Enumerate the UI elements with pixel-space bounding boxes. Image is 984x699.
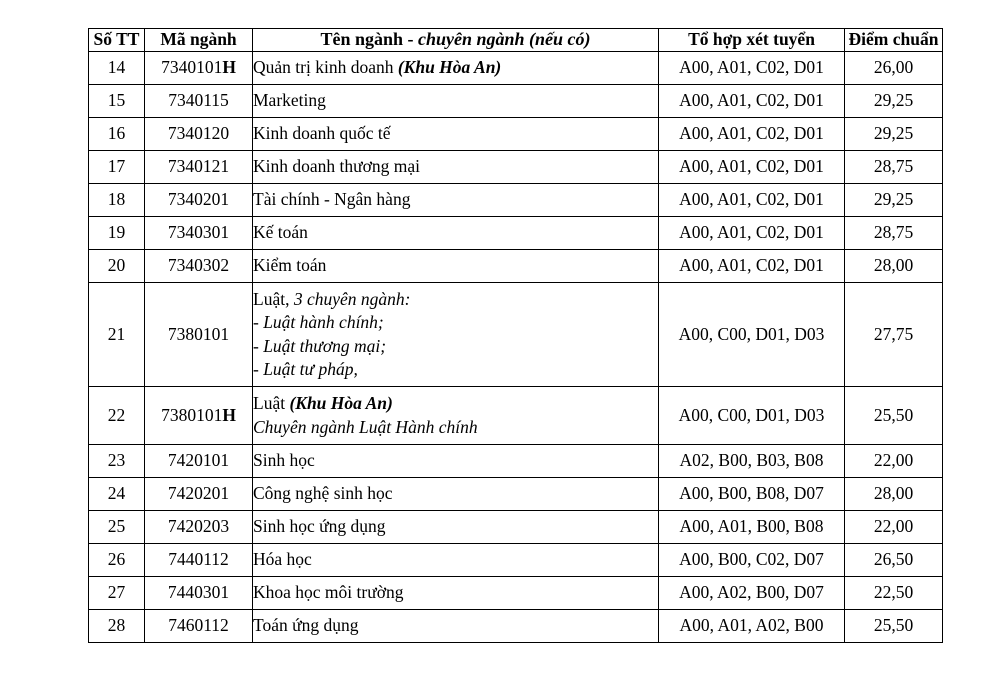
cell-major-code <box>145 117 253 150</box>
major-code-suffix: H <box>222 405 236 425</box>
major-name-part: Sinh học ứng dụng <box>253 516 386 537</box>
table-row <box>89 511 943 544</box>
cell-major-code <box>145 387 253 445</box>
major-name-part: Marketing <box>253 90 326 111</box>
cell-subject-combination: A00, A01, C02, D01 <box>659 84 845 117</box>
major-code-number: 7420101 <box>167 450 230 471</box>
cell-subject-combination: A00, A01, C02, D01 <box>659 51 845 84</box>
column-header-name-italic: chuyên ngành (nếu có) <box>418 29 591 49</box>
cell-major-name <box>253 249 659 282</box>
major-name-part: Kinh doanh quốc tế <box>253 123 391 144</box>
column-header-name-plain: Tên ngành - <box>320 29 418 49</box>
table-row <box>89 183 943 216</box>
major-name-part: Toán ứng dụng <box>253 615 359 636</box>
cell-major-code <box>145 84 253 117</box>
major-name-part: - Luật thương mại; <box>253 335 387 356</box>
cell-major-name <box>253 511 659 544</box>
major-code-number: 7340201 <box>167 189 230 210</box>
cell-stt: 28 <box>89 610 145 643</box>
major-code-number: 7340120 <box>167 123 230 144</box>
cell-stt: 20 <box>89 249 145 282</box>
cell-major-name <box>253 183 659 216</box>
cell-stt: 24 <box>89 478 145 511</box>
cell-major-code <box>145 610 253 643</box>
table-row <box>89 282 943 386</box>
cell-major-code <box>145 150 253 183</box>
major-name-part: Sinh học <box>253 450 315 471</box>
table-row <box>89 445 943 478</box>
cell-subject-combination: A00, A01, A02, B00 <box>659 610 845 643</box>
table-body <box>89 51 943 642</box>
table-row <box>89 84 943 117</box>
cell-major-code <box>145 577 253 610</box>
table-row <box>89 387 943 445</box>
cell-major-name <box>253 84 659 117</box>
major-name-part: (Khu Hòa An) <box>397 57 502 78</box>
cell-subject-combination: A00, B00, B08, D07 <box>659 478 845 511</box>
cell-major-name <box>253 282 659 386</box>
cell-major-name <box>253 117 659 150</box>
major-name-part: (Khu Hòa An) <box>289 393 393 414</box>
column-header-name <box>253 29 659 52</box>
cell-stt: 16 <box>89 117 145 150</box>
cell-major-name <box>253 577 659 610</box>
table-row <box>89 478 943 511</box>
major-name-line <box>253 358 658 381</box>
major-name-part: Hóa học <box>253 549 312 570</box>
cell-subject-combination: A00, C00, D01, D03 <box>659 387 845 445</box>
cell-major-code <box>145 216 253 249</box>
cell-major-name <box>253 478 659 511</box>
major-code-number: 7440112 <box>168 549 229 570</box>
cell-major-name <box>253 544 659 577</box>
cell-benchmark-score: 29,25 <box>845 117 943 150</box>
cell-major-code <box>145 249 253 282</box>
major-name-lines <box>253 288 658 381</box>
cell-stt: 15 <box>89 84 145 117</box>
cell-subject-combination: A02, B00, B03, B08 <box>659 445 845 478</box>
major-name-part: Luật, <box>253 288 294 309</box>
major-name-part: Luật <box>253 393 290 414</box>
column-header-combination: Tổ hợp xét tuyển <box>659 29 845 52</box>
table-row <box>89 51 943 84</box>
cell-major-name <box>253 610 659 643</box>
cell-benchmark-score: 29,25 <box>845 183 943 216</box>
cell-benchmark-score: 25,50 <box>845 387 943 445</box>
table-row <box>89 249 943 282</box>
admission-scores-table <box>88 28 943 643</box>
cell-stt: 27 <box>89 577 145 610</box>
cell-subject-combination: A00, A01, C02, D01 <box>659 249 845 282</box>
cell-major-name <box>253 387 659 445</box>
major-name-part: - Luật hành chính; <box>253 312 384 333</box>
cell-benchmark-score: 28,75 <box>845 216 943 249</box>
major-code-suffix: H <box>222 57 236 78</box>
cell-subject-combination: A00, A01, C02, D01 <box>659 183 845 216</box>
major-code-number: 7340121 <box>167 156 230 177</box>
major-code-number: 7340115 <box>168 90 229 111</box>
table-row <box>89 577 943 610</box>
table-row <box>89 544 943 577</box>
cell-benchmark-score: 26,50 <box>845 544 943 577</box>
major-name-line <box>253 288 658 311</box>
cell-benchmark-score: 27,75 <box>845 282 943 386</box>
cell-stt: 25 <box>89 511 145 544</box>
cell-benchmark-score: 28,75 <box>845 150 943 183</box>
cell-benchmark-score: 28,00 <box>845 478 943 511</box>
cell-stt: 23 <box>89 445 145 478</box>
major-code-number: 7420203 <box>167 516 230 537</box>
cell-major-code <box>145 445 253 478</box>
cell-major-code <box>145 544 253 577</box>
table-header-row <box>89 29 943 52</box>
major-name-line <box>253 335 658 358</box>
cell-major-name <box>253 216 659 249</box>
major-name-part: Chuyên ngành Luật Hành chính <box>253 416 478 437</box>
major-name-lines <box>253 392 658 439</box>
cell-subject-combination: A00, B00, C02, D07 <box>659 544 845 577</box>
cell-stt: 26 <box>89 544 145 577</box>
table-row <box>89 610 943 643</box>
cell-stt: 22 <box>89 387 145 445</box>
major-name-line <box>253 311 658 334</box>
column-header-score: Điểm chuẩn <box>845 29 943 52</box>
cell-stt: 14 <box>89 51 145 84</box>
table-row <box>89 117 943 150</box>
cell-benchmark-score: 22,00 <box>845 445 943 478</box>
major-name-part: Khoa học môi trường <box>253 582 404 603</box>
table-row <box>89 150 943 183</box>
cell-benchmark-score: 26,00 <box>845 51 943 84</box>
cell-subject-combination: A00, A01, C02, D01 <box>659 216 845 249</box>
column-header-code: Mã ngành <box>145 29 253 52</box>
cell-benchmark-score: 22,00 <box>845 511 943 544</box>
major-code-number: 7340301 <box>167 222 230 243</box>
major-name-line <box>253 416 658 439</box>
major-name-part: Công nghệ sinh học <box>253 483 393 504</box>
major-name-part: Kiểm toán <box>253 255 327 276</box>
cell-subject-combination: A00, A01, C02, D01 <box>659 150 845 183</box>
major-name-part: Kinh doanh thương mại <box>253 156 420 177</box>
column-header-stt: Số TT <box>89 29 145 52</box>
cell-benchmark-score: 28,00 <box>845 249 943 282</box>
major-name-part: Quản trị kinh doanh <box>253 57 398 78</box>
cell-major-name <box>253 150 659 183</box>
major-name-part: Kế toán <box>253 222 308 243</box>
cell-major-name <box>253 51 659 84</box>
major-code-number: 7440301 <box>167 582 230 603</box>
cell-major-code <box>145 183 253 216</box>
cell-stt: 21 <box>89 282 145 386</box>
cell-stt: 19 <box>89 216 145 249</box>
major-code-number: 7380101 <box>161 405 223 425</box>
cell-subject-combination: A00, A01, C02, D01 <box>659 117 845 150</box>
major-name-part: - Luật tư pháp, <box>253 358 358 379</box>
cell-stt: 18 <box>89 183 145 216</box>
cell-benchmark-score: 22,50 <box>845 577 943 610</box>
major-name-line <box>253 392 658 415</box>
cell-major-name <box>253 445 659 478</box>
major-name-part: Tài chính - Ngân hàng <box>253 189 411 210</box>
cell-benchmark-score: 29,25 <box>845 84 943 117</box>
table-header <box>89 29 943 52</box>
cell-subject-combination: A00, C00, D01, D03 <box>659 282 845 386</box>
table-row <box>89 216 943 249</box>
major-code-number: 7380101 <box>167 323 230 344</box>
major-name-part: 3 chuyên ngành: <box>293 288 411 309</box>
cell-major-code <box>145 282 253 386</box>
cell-benchmark-score: 25,50 <box>845 610 943 643</box>
major-code-number: 7420201 <box>167 483 230 504</box>
cell-major-code <box>145 51 253 84</box>
cell-major-code <box>145 511 253 544</box>
major-code-number: 7340302 <box>167 255 230 276</box>
cell-subject-combination: A00, A02, B00, D07 <box>659 577 845 610</box>
major-code-number: 7340101 <box>161 57 223 78</box>
cell-subject-combination: A00, A01, B00, B08 <box>659 511 845 544</box>
cell-major-code <box>145 478 253 511</box>
major-code-number: 7460112 <box>168 615 229 636</box>
cell-stt: 17 <box>89 150 145 183</box>
